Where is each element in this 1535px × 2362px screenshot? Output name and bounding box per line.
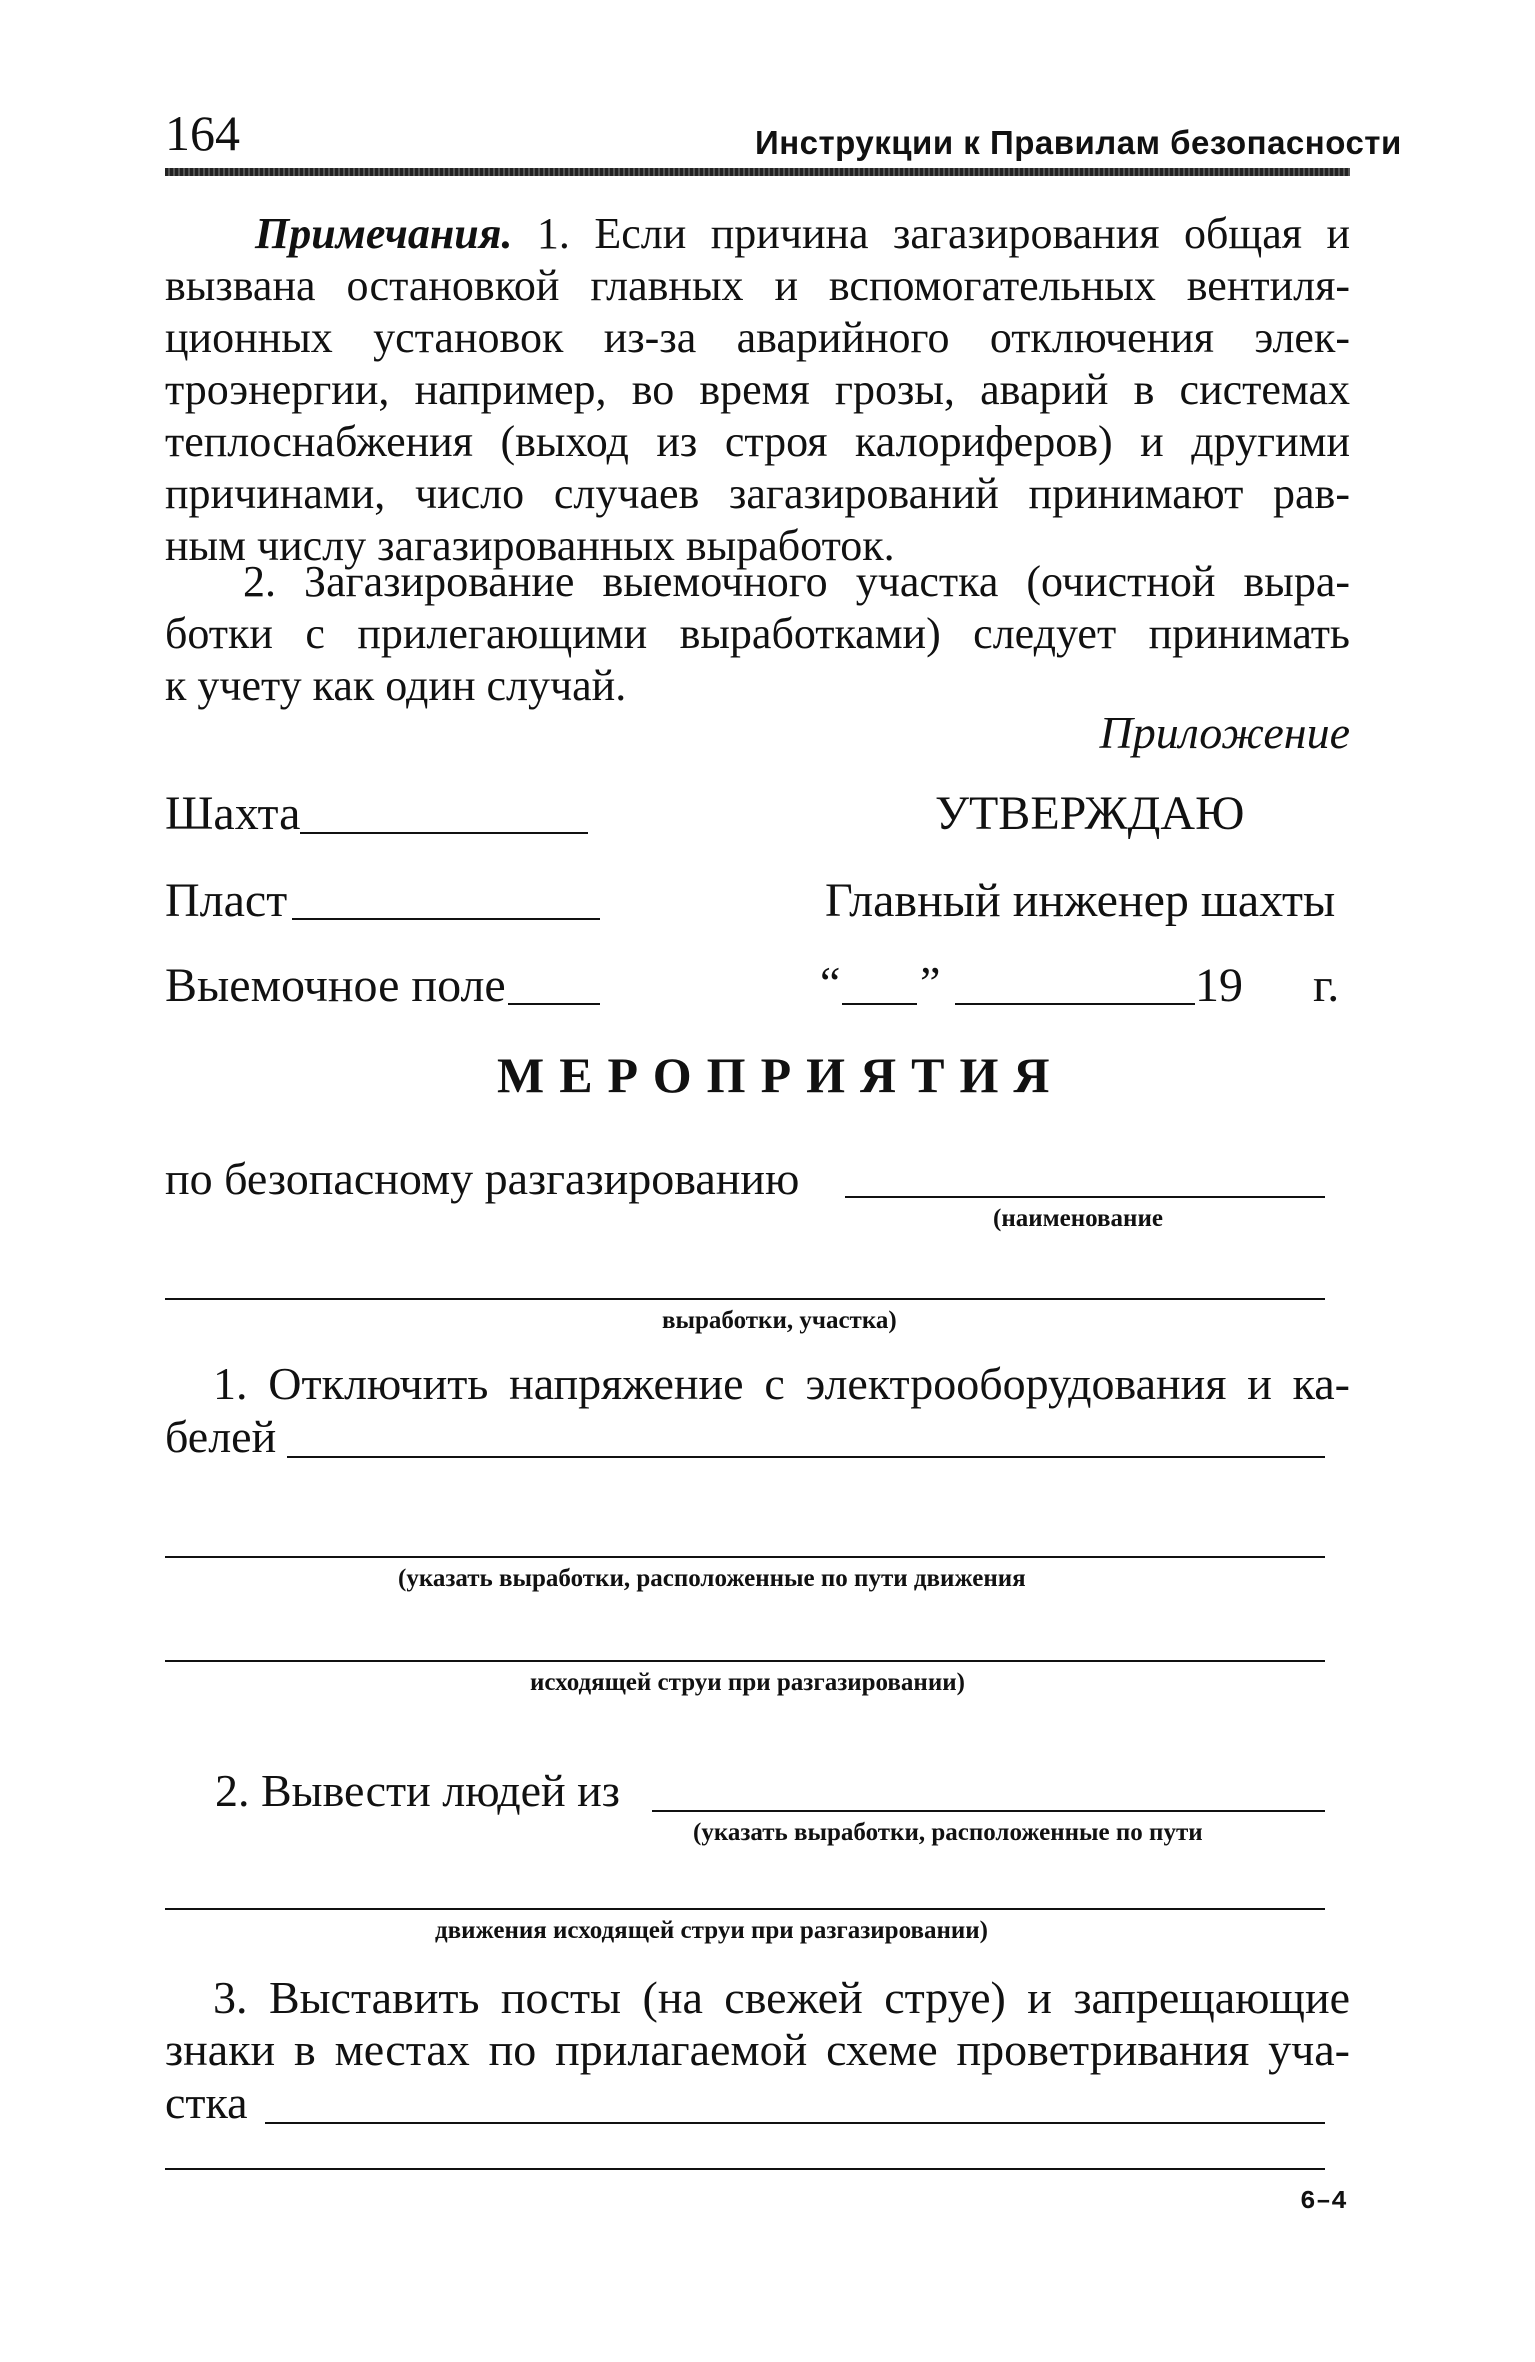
running-title: Инструкции к Правилам безопасности (755, 124, 1402, 161)
approve-title: УТВЕРЖДАЮ (935, 787, 1245, 840)
notes-line: причинами, число случаев загазирований принимают рав- (165, 469, 1350, 518)
quote-open: “ (820, 957, 841, 1008)
item-3-line-3: стка (165, 2077, 248, 2128)
seam-label: Пласт (165, 874, 288, 927)
item-2-people-blank[interactable] (652, 1810, 1325, 1812)
page-code: 6–4 (1300, 2186, 1347, 2216)
item-1 (165, 1358, 1350, 1410)
notes-line: теплоснабжения (выход из строя калориферов) и другими (165, 417, 1350, 466)
workings-name-blank-2[interactable] (165, 1298, 1325, 1300)
item-1-caption-1: (указать выработки, расположенные по пути движения (398, 1565, 1026, 1592)
seam-blank[interactable] (292, 918, 600, 920)
notes-line: ционных установок из-за аварийного отключения элек- (165, 313, 1350, 362)
notes-heading: Примечания. (255, 209, 513, 258)
notes-line: троэнергии, например, во время грозы, аварий в системах (165, 365, 1350, 414)
item-1-line-2: белей (165, 1411, 277, 1462)
caption-name: (наименование (993, 1205, 1163, 1232)
field-label: Выемочное поле (165, 959, 506, 1012)
workings-name-blank[interactable] (845, 1196, 1325, 1198)
item-1-line-1: 1. Отключить напряжение с электрооборудования и ка- (213, 1358, 1350, 1409)
page-number: 164 (165, 105, 240, 161)
year-suffix: г. (1313, 959, 1340, 1012)
notes-line: ботки с прилегающими выработками) следует принимать (165, 609, 1350, 658)
item-3 (165, 1972, 1350, 2076)
notes-line: 2. Загазирование выемочного участка (очистной выра- (243, 557, 1350, 606)
year-prefix: 19 (1195, 959, 1243, 1012)
item-1-workings-blank[interactable] (165, 1556, 1325, 1558)
notes-line: к учету как один случай. (165, 661, 627, 710)
day-blank[interactable] (842, 1003, 917, 1005)
notes-paragraph-2 (165, 556, 1350, 712)
purpose-label: по безопасному разгазированию (165, 1153, 800, 1204)
item-2-line: 2. Вывести людей из (215, 1765, 620, 1816)
item-1-cables-blank[interactable] (287, 1456, 1325, 1458)
quote-close: ” (920, 957, 941, 1008)
notes-line: вызвана остановкой главных и вспомогательных вентиля- (165, 261, 1350, 310)
item-3-section-blank-2[interactable] (165, 2168, 1325, 2170)
item-2-caption-1: (указать выработки, расположенные по пути (693, 1819, 1203, 1846)
item-3-line-1: 3. Выставить посты (на свежей струе) и запрещающие (213, 1972, 1350, 2023)
notes-paragraph-1 (165, 208, 1350, 572)
notes-text: 1. Если причина загазирования общая и (536, 209, 1351, 258)
field-blank[interactable] (508, 1003, 600, 1005)
item-1-workings-blank-2[interactable] (165, 1660, 1325, 1662)
appendix-label: Приложение (1099, 707, 1350, 758)
header-rule (165, 168, 1350, 176)
item-3-section-blank[interactable] (265, 2122, 1325, 2124)
item-1-caption-2: исходящей струи при разгазировании) (530, 1669, 965, 1696)
document-title: МЕРОПРИЯТИЯ (497, 1047, 1065, 1103)
caption-workings: выработки, участка) (662, 1307, 897, 1334)
item-2-caption-2: движения исходящей струи при разгазировании) (435, 1917, 989, 1944)
item-2-workings-blank[interactable] (165, 1908, 1325, 1910)
mine-blank[interactable] (300, 832, 588, 834)
month-blank[interactable] (955, 1003, 1195, 1005)
notes-line (165, 208, 1350, 260)
mine-label: Шахта (165, 787, 301, 840)
notes-line: ным числу загазированных выработок. (165, 521, 895, 570)
item-3-line-2: знаки в местах по прилагаемой схеме проветривания уча- (165, 2024, 1350, 2075)
approve-role: Главный инженер шахты (825, 874, 1336, 927)
